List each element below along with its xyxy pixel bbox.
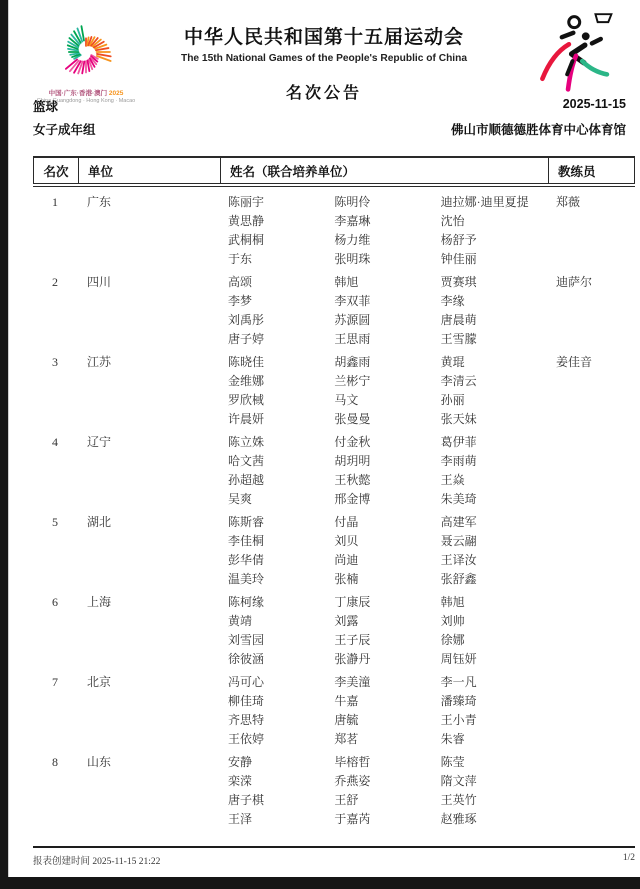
athlete-name: 陈丽宇: [228, 195, 265, 209]
coach-cell: 郑薇: [556, 195, 581, 209]
table-row: [33, 433, 635, 509]
athlete-name: 钟佳丽: [440, 252, 477, 266]
unit-cell: 辽宁: [87, 435, 112, 449]
athlete-name: 安静: [228, 755, 253, 769]
athlete-name: 牛嘉: [334, 694, 359, 708]
athlete-name: 朱睿: [440, 732, 465, 746]
names-cell: [219, 593, 547, 669]
coach-cell: [547, 433, 635, 509]
games-emblem-logo: [31, 14, 141, 105]
coach-cell: [547, 593, 635, 669]
athlete-name: 哈文茜: [228, 454, 265, 468]
athlete-name: 尚迪: [334, 553, 359, 567]
athlete-name: 李一凡: [440, 675, 477, 689]
athlete-name: 李美潼: [334, 675, 371, 689]
athlete-name: 黄思静: [228, 214, 265, 228]
athlete-name: 吴爽: [228, 492, 253, 506]
venue-label: 佛山市顺德德胜体育中心体育馆: [450, 123, 626, 137]
athlete-name: 孙超越: [228, 473, 265, 487]
col-header-coach: 教练员: [548, 158, 636, 183]
athlete-name: 乔燕姿: [334, 774, 371, 788]
athlete-name: 李清云: [440, 374, 477, 388]
athlete-name: 李缘: [440, 294, 465, 308]
basketball-pictogram-logo: [522, 8, 622, 100]
coach-cell: [547, 673, 635, 749]
document-page: [8, 0, 640, 877]
athlete-name: 兰彬宁: [334, 374, 371, 388]
athlete-name: 朱美琦: [440, 492, 477, 506]
games-emblem-swirl: [48, 14, 124, 90]
athlete-name: 赵雅琢: [440, 812, 477, 826]
emblem-caption-en: China Guangdong · Hong Kong · Macao: [36, 98, 136, 104]
athlete-name: 贾赛琪: [440, 275, 477, 289]
athlete-name: 胡鑫雨: [334, 355, 371, 369]
table-header: [33, 156, 635, 184]
athlete-name: 张瀞丹: [334, 652, 371, 666]
names-cell: [219, 753, 547, 829]
rank-cell: 8: [52, 755, 58, 769]
athlete-name: 毕榕哲: [334, 755, 371, 769]
athlete-name: 彭华倩: [228, 553, 265, 567]
col-header-unit: 单位: [78, 158, 220, 183]
athlete-name: 唐子棋: [228, 793, 265, 807]
athlete-name: 沈怡: [440, 214, 465, 228]
unit-cell: 湖北: [87, 515, 112, 529]
basketball-pictogram: [530, 8, 622, 100]
athlete-name: 高建军: [440, 515, 477, 529]
rank-cell: 5: [52, 515, 58, 529]
athlete-name: 王雪朦: [440, 332, 477, 346]
athlete-name: 陈柯缘: [228, 595, 265, 609]
names-cell: [219, 273, 547, 349]
rank-cell: 6: [52, 595, 58, 609]
athlete-name: 马文: [334, 393, 359, 407]
report-created-label: 报表创建时间 2025-11-15 21:22: [33, 857, 161, 867]
athlete-name: 王小青: [440, 713, 477, 727]
athlete-name: 刘露: [334, 614, 359, 628]
table-row: [33, 513, 635, 589]
athlete-name: 黄靖: [228, 614, 253, 628]
athlete-name: 齐思特: [228, 713, 265, 727]
col-header-rank: 名次: [43, 164, 69, 179]
athlete-name: 杨舒予: [440, 233, 477, 247]
athlete-name: 李嘉琳: [334, 214, 371, 228]
athlete-name: 冯可心: [228, 675, 265, 689]
names-cell: [219, 673, 547, 749]
rank-cell: 2: [52, 275, 58, 289]
athlete-name: 李梦: [228, 294, 253, 308]
athlete-name: 徐娜: [440, 633, 465, 647]
athlete-name: 王泽: [228, 812, 253, 826]
athlete-name: 徐彼涵: [228, 652, 265, 666]
athlete-name: 周钰妍: [440, 652, 477, 666]
athlete-name: 陈晓佳: [228, 355, 265, 369]
athlete-name: 王舒: [334, 793, 359, 807]
coach-cell: 姜佳音: [556, 355, 593, 369]
unit-cell: 上海: [87, 595, 112, 609]
athlete-name: 张天妹: [440, 412, 477, 426]
unit-cell: 广东: [87, 195, 112, 209]
athlete-name: 陈明伶: [334, 195, 371, 209]
table-row: [33, 673, 635, 749]
coach-cell: [547, 753, 635, 829]
athlete-name: 柳佳琦: [228, 694, 265, 708]
athlete-name: 邢金博: [334, 492, 371, 506]
athlete-name: 李雨萌: [440, 454, 477, 468]
unit-cell: 四川: [87, 275, 112, 289]
athlete-name: 李双菲: [334, 294, 371, 308]
athlete-name: 唐晨萌: [440, 313, 477, 327]
athlete-name: 王英竹: [440, 793, 477, 807]
names-cell: [219, 433, 547, 509]
table-body: [33, 187, 635, 829]
athlete-name: 孙丽: [440, 393, 465, 407]
athlete-name: 于东: [228, 252, 253, 266]
doc-type-title: 名次公告: [285, 85, 362, 102]
athlete-name: 郑茗: [334, 732, 359, 746]
scan-edge-bottom: [0, 877, 640, 889]
rank-cell: 4: [52, 435, 58, 449]
athlete-name: 迪拉娜·迪里夏提: [440, 195, 529, 209]
athlete-name: 黄琨: [440, 355, 465, 369]
athlete-name: 李佳桐: [228, 534, 265, 548]
athlete-name: 王思雨: [334, 332, 371, 346]
athlete-name: 温美玲: [228, 572, 265, 586]
coach-cell: [547, 513, 635, 589]
athlete-name: 苏源圆: [334, 313, 371, 327]
results-table: [33, 156, 635, 833]
emblem-caption-cn: 中国·广东·香港·澳门: [48, 90, 108, 97]
athlete-name: 杨力维: [334, 233, 371, 247]
athlete-name: 王焱: [440, 473, 465, 487]
athlete-name: 陈斯睿: [228, 515, 265, 529]
athlete-name: 许晨妍: [228, 412, 265, 426]
athlete-name: 胡玥明: [334, 454, 371, 468]
unit-cell: 江苏: [87, 355, 112, 369]
athlete-name: 武桐桐: [228, 233, 265, 247]
athlete-name: 聂云翮: [440, 534, 477, 548]
rank-cell: 7: [52, 675, 58, 689]
athlete-name: 付晶: [334, 515, 359, 529]
athlete-name: 栾溁: [228, 774, 253, 788]
athlete-name: 刘禹彤: [228, 313, 265, 327]
athlete-name: 高颂: [228, 275, 253, 289]
athlete-name: 韩旭: [440, 595, 465, 609]
table-row: [33, 353, 635, 429]
athlete-name: 唐子婷: [228, 332, 265, 346]
athlete-name: 张舒鑫: [440, 572, 477, 586]
athlete-name: 于嘉芮: [334, 812, 371, 826]
athlete-name: 王秋懿: [334, 473, 371, 487]
athlete-name: 韩旭: [334, 275, 359, 289]
athlete-name: 金维娜: [228, 374, 265, 388]
rank-cell: 1: [52, 195, 58, 209]
coach-cell: 迪萨尔: [556, 275, 593, 289]
athlete-name: 潘臻琦: [440, 694, 477, 708]
table-row: [33, 193, 635, 269]
table-row: [33, 593, 635, 669]
header-titles: [139, 22, 509, 103]
page-number: 1/2: [622, 853, 635, 863]
athlete-name: 王译汝: [440, 553, 477, 567]
athlete-name: 唐毓: [334, 713, 359, 727]
names-cell: [219, 513, 547, 589]
group-label: 女子成年组: [33, 123, 96, 137]
page-footer: [33, 846, 635, 867]
date-label: 2025-11-15: [562, 97, 626, 111]
rank-cell: 3: [52, 355, 58, 369]
athlete-name: 张曼曼: [334, 412, 371, 426]
athlete-name: 隋文萍: [440, 774, 477, 788]
names-cell: [219, 193, 547, 269]
athlete-name: 陈莹: [440, 755, 465, 769]
athlete-name: 刘贝: [334, 534, 359, 548]
unit-cell: 山东: [87, 755, 112, 769]
sport-label: 篮球: [33, 100, 59, 114]
athlete-name: 张楠: [334, 572, 359, 586]
scan-edge-left: [0, 0, 8, 889]
unit-cell: 北京: [87, 675, 112, 689]
page-title: 中华人民共和国第十五届运动会: [183, 27, 464, 48]
athlete-name: 葛伊菲: [440, 435, 477, 449]
athlete-name: 丁康辰: [334, 595, 371, 609]
emblem-caption-year: 2025: [108, 90, 124, 97]
names-cell: [219, 353, 547, 429]
athlete-name: 罗欣棫: [228, 393, 265, 407]
athlete-name: 刘帅: [440, 614, 465, 628]
page-title-en: The 15th National Games of the People's Republic of China: [180, 53, 468, 64]
athlete-name: 刘雪园: [228, 633, 265, 647]
athlete-name: 陈立姝: [228, 435, 265, 449]
athlete-name: 王子辰: [334, 633, 371, 647]
athlete-name: 张明珠: [334, 252, 371, 266]
col-header-names: 姓名（联合培养单位）: [220, 158, 548, 183]
table-row: [33, 273, 635, 349]
athlete-name: 王依婷: [228, 732, 265, 746]
table-row: [33, 753, 635, 829]
athlete-name: 付金秋: [334, 435, 371, 449]
